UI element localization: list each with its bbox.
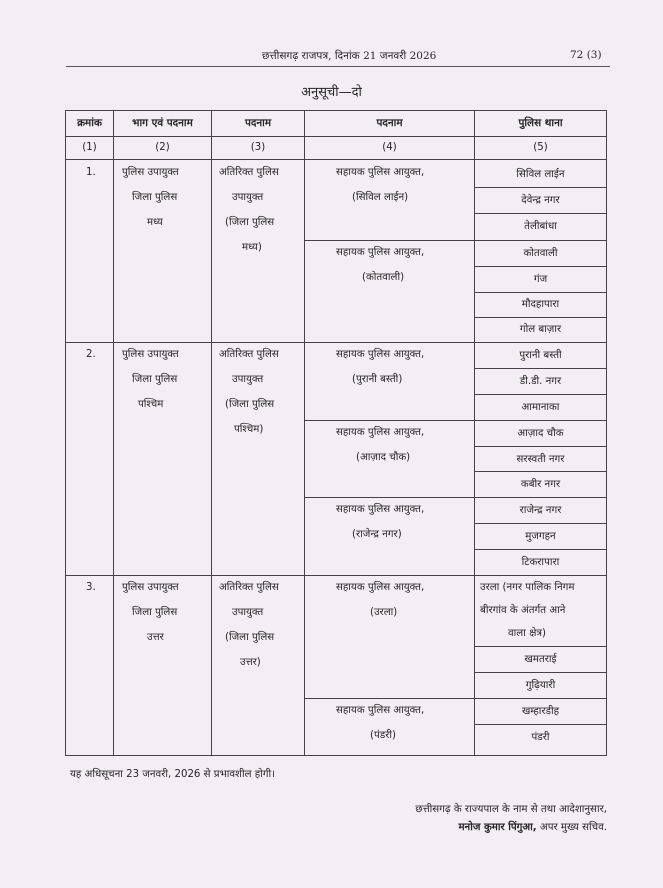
row1-division-line1: पुलिस उपायुक्त [122,167,179,178]
colnum-4: (4) [382,142,397,153]
row3-serial: 3. [86,582,96,593]
row3-division-line2: जिला पुलिस [132,607,178,618]
station-dd-nagar: डी.डी. नगर [519,376,562,387]
signatory-title: अपर मुख्य सचिव. [539,822,607,833]
row1-addl-line3: (जिला पुलिस [225,217,275,228]
row1-division-line2: जिला पुलिस [132,192,178,203]
signatory-line [458,819,607,833]
authority-line: छत्तीसगढ़ के राज्यपाल के नाम से तथा आदेशानुसार, [415,804,607,815]
row2-addl-line4: पश्चिम) [234,424,264,435]
colnum-3: (3) [250,142,266,153]
station-rajendra-nagar: राजेन्द्र नगर [519,505,562,516]
station-ganj: गंज [533,274,548,285]
row1-addl-line4: मध्य) [242,242,262,253]
station-khamhardih: खम्हारडीह [521,706,560,717]
station-kotwali: कोतवाली [523,248,558,259]
station-pandri: पंडरी [531,732,550,743]
row2-g1-acp-line1: सहायक पुलिस आयुक्त, [336,349,425,360]
station-urla-line3: वाला क्षेत्र) [508,628,546,639]
row1-division-line3: मध्य [147,217,163,228]
station-amanaka: आमानाका [521,402,560,413]
row3-addl-line2: उपायुक्त [232,607,264,618]
station-khamtarai: खमतराई [524,654,557,665]
schedule-title: अनुसूची—दो [301,85,362,100]
row2-serial: 2. [86,349,96,360]
page-number: 72 (3) [570,49,602,61]
header-designation-3: पदनाम [244,117,272,129]
header-serial: क्रमांक [77,117,102,129]
colnum-5: (5) [533,142,548,153]
station-gudhiyari: गुढ़ियारी [525,680,556,691]
header-police-station: पुलिस थाना [518,117,563,129]
station-urla-line2: बीरगांव के अंतर्गत आने [480,605,566,616]
row2-addl-line2: उपायुक्त [232,374,264,385]
row2-division-line2: जिला पुलिस [132,374,178,385]
row3-division-line1: पुलिस उपायुक्त [122,582,179,593]
row1-addl-line2: उपायुक्त [232,192,264,203]
station-gol-bazar: गोल बाज़ार [519,324,562,335]
signatory-name: मनोज कुमार पिंगुआ, [458,822,537,833]
row2-g2-acp-line2: (आज़ाद चौक) [356,452,411,463]
station-purani-basti: पुरानी बस्ती [519,350,562,361]
row1-g2-acp-line1: सहायक पुलिस आयुक्त, [336,247,425,258]
effective-date-note: यह अधिसूचना 23 जनवरी, 2026 से प्रभावशील होगी। [70,769,276,780]
row3-g1-acp-line1: सहायक पुलिस आयुक्त, [336,582,425,593]
row1-g1-acp-line2: (सिविल लाईन) [352,192,409,203]
row3-g1-acp-line2: (उरला) [370,607,398,618]
row3-division-line3: उत्तर [147,632,164,643]
colnum-2: (2) [155,142,170,153]
row3-g2-acp-line1: सहायक पुलिस आयुक्त, [336,705,425,716]
row3-addl-line3: (जिला पुलिस [225,632,275,643]
row2-division-line3: पश्चिम [138,399,164,410]
gazette-header-title: छत्तीसगढ़ राजपत्र, दिनांक 21 जनवरी 2026 [262,50,437,62]
row3-g2-acp-line2: (पंडरी) [370,730,396,741]
station-maudhapara: मौदहापारा [521,299,560,310]
row2-g3-acp-line1: सहायक पुलिस आयुक्त, [336,504,425,515]
row2-g2-acp-line1: सहायक पुलिस आयुक्त, [336,427,425,438]
station-tikrapara: टिकरापारा [521,557,560,568]
row2-addl-line1: अतिरिक्त पुलिस [219,349,279,360]
colnum-1: (1) [82,142,97,153]
station-telibandha: तेलीबांधा [524,221,557,232]
station-civil-line: सिविल लाईन [516,169,565,180]
station-kabir-nagar: कबीर नगर [520,479,561,490]
row2-division-line1: पुलिस उपायुक्त [122,349,179,360]
row2-addl-line3: (जिला पुलिस [225,399,275,410]
station-mujgahan: मुजगहन [525,531,556,542]
row3-addl-line4: उत्तर) [240,657,261,668]
row2-g1-acp-line2: (पुरानी बस्ती) [352,374,403,385]
row2-g3-acp-line2: (राजेन्द्र नगर) [352,529,402,540]
station-devendra-nagar: देवेन्द्र नगर [521,195,560,206]
row1-addl-line1: अतिरिक्त पुलिस [219,167,279,178]
row1-g2-acp-line2: (कोतवाली) [362,272,405,283]
row1-serial: 1. [86,167,96,178]
header-division: भाग एवं पदनाम [132,117,193,129]
station-azad-chowk: आज़ाद चौक [517,428,564,439]
station-urla-line1: उरला (नगर पालिक निगम [480,582,575,593]
row1-g1-acp-line1: सहायक पुलिस आयुक्त, [336,167,425,178]
station-saraswati-nagar: सरस्वती नगर [516,454,565,465]
row3-addl-line1: अतिरिक्त पुलिस [219,582,279,593]
header-designation-4: पदनाम [376,117,403,129]
